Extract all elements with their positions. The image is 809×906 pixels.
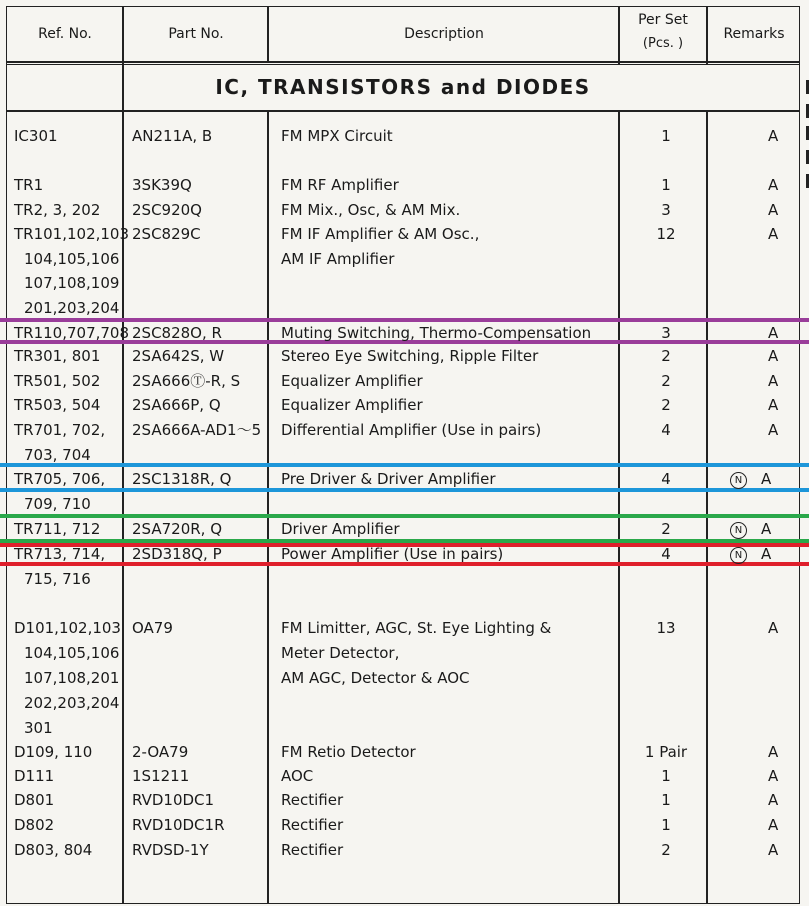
remarks-cell — [730, 743, 794, 761]
description-cell: FM IF Amplifier & AM Osc., — [281, 225, 480, 243]
n-circle-mark-icon: N — [730, 472, 747, 489]
ref-no-cell: 104,105,106 — [24, 644, 120, 662]
part-no-cell: RVD10DC1 — [132, 791, 215, 809]
part-no-cell: RVDSD-1Y — [132, 841, 209, 859]
ref-no-cell: D803, 804 — [14, 841, 93, 859]
remarks-cell — [730, 324, 794, 342]
remarks-cell — [730, 470, 794, 489]
per-set-cell: 1 — [661, 176, 671, 194]
part-no-cell: 2SA720R, Q — [132, 520, 222, 538]
ref-no-cell: 201,203,204 — [24, 299, 120, 317]
col-divider — [267, 6, 269, 62]
remark-code: A — [768, 743, 779, 761]
remarks-cell — [730, 791, 794, 809]
part-no-cell: 2SA642S, W — [132, 347, 225, 365]
ref-no-cell: TR110,707,708 — [14, 324, 130, 342]
ref-no-cell: D101,102,103 — [14, 619, 121, 637]
per-set-cell: 4 — [661, 545, 671, 563]
description-cell: FM MPX Circuit — [281, 127, 393, 145]
description-cell: Meter Detector, — [281, 644, 400, 662]
description-cell: AOC — [281, 767, 314, 785]
per-set-cell: 2 — [661, 396, 671, 414]
n-circle-mark-icon: N — [730, 522, 747, 539]
header-part-no: Part No. — [168, 26, 224, 42]
ref-no-cell: 107,108,201 — [24, 669, 120, 687]
remark-code: A — [768, 201, 779, 219]
remark-code: A — [768, 619, 779, 637]
part-no-cell: 2SA666A-AD1～5 — [132, 421, 262, 439]
header-ref-no: Ref. No. — [38, 26, 92, 42]
remark-code: A — [761, 470, 772, 488]
remark-code: A — [768, 841, 779, 859]
description-cell: Power Amplifier (Use in pairs) — [281, 545, 504, 563]
part-no-cell: 2SA666P, Q — [132, 396, 221, 414]
per-set-cell: 1 — [661, 791, 671, 809]
description-cell: AM IF Amplifier — [281, 250, 395, 268]
description-cell: Muting Switching, Thermo-Compensation — [281, 324, 592, 342]
part-no-cell: OA79 — [132, 619, 173, 637]
description-cell: AM AGC, Detector & AOC — [281, 669, 470, 687]
part-no-cell: RVD10DC1R — [132, 816, 225, 834]
ref-no-cell: TR711, 712 — [14, 520, 101, 538]
ref-no-cell: IC301 — [14, 127, 58, 145]
ref-no-cell: TR101,102,103 — [14, 225, 130, 243]
description-cell: Rectifier — [281, 791, 344, 809]
col-divider — [267, 112, 269, 904]
description-cell: FM Retio Detector — [281, 743, 416, 761]
part-no-cell: 2SC1318R, Q — [132, 470, 232, 488]
description-cell: Equalizer Amplifier — [281, 396, 423, 414]
description-cell: FM Limitter, AGC, St. Eye Lighting & — [281, 619, 552, 637]
remark-code: A — [768, 421, 779, 439]
remark-code: A — [768, 127, 779, 145]
ref-no-cell: TR503, 504 — [14, 396, 101, 414]
part-no-cell: 2SA666Ⓣ-R, S — [132, 372, 241, 390]
description-cell: Equalizer Amplifier — [281, 372, 423, 390]
remark-code: A — [768, 816, 779, 834]
header-rule-2 — [6, 64, 800, 65]
header-pcs: (Pcs. ) — [642, 36, 684, 51]
ref-no-cell: D801 — [14, 791, 55, 809]
description-cell: Stereo Eye Switching, Ripple Filter — [281, 347, 539, 365]
per-set-cell: 2 — [661, 347, 671, 365]
remarks-cell — [730, 421, 794, 439]
per-set-cell: 2 — [661, 372, 671, 390]
per-set-cell: 2 — [661, 520, 671, 538]
ref-no-cell: 715, 716 — [24, 570, 91, 588]
per-set-cell: 3 — [661, 324, 671, 342]
header-description: Description — [404, 26, 484, 42]
per-set-cell: 13 — [656, 619, 676, 637]
remark-code: A — [768, 767, 779, 785]
remarks-cell — [730, 619, 794, 637]
remarks-cell — [730, 520, 794, 539]
col-divider — [706, 6, 708, 904]
part-no-cell: 3SK39Q — [132, 176, 192, 194]
per-set-cell: 1 — [661, 767, 671, 785]
remark-code: A — [768, 324, 779, 342]
remark-code: A — [761, 520, 772, 538]
remarks-cell — [730, 176, 794, 194]
remark-code: A — [768, 225, 779, 243]
per-set-cell: 4 — [661, 470, 671, 488]
ref-no-cell: 709, 710 — [24, 495, 91, 513]
ref-no-cell: 202,203,204 — [24, 694, 120, 712]
ref-no-cell: 703, 704 — [24, 446, 91, 464]
part-no-cell: AN211A, B — [132, 127, 213, 145]
remarks-cell — [730, 841, 794, 859]
description-cell: Differential Amplifier (Use in pairs) — [281, 421, 542, 439]
remark-code: A — [768, 396, 779, 414]
ref-no-cell: 301 — [24, 719, 53, 737]
col-divider — [618, 6, 620, 904]
remark-code: A — [761, 545, 772, 563]
remarks-cell — [730, 372, 794, 390]
per-set-cell: 4 — [661, 421, 671, 439]
remark-code: A — [768, 791, 779, 809]
ref-no-cell: TR701, 702, — [14, 421, 106, 439]
description-cell: FM Mix., Osc, & AM Mix. — [281, 201, 461, 219]
green-highlight-top — [0, 514, 809, 518]
remarks-cell — [730, 816, 794, 834]
part-no-cell: 1S1211 — [132, 767, 190, 785]
per-set-cell: 3 — [661, 201, 671, 219]
remarks-cell — [730, 225, 794, 243]
remarks-cell — [730, 545, 794, 564]
remarks-cell — [730, 767, 794, 785]
blue-highlight-top — [0, 463, 809, 467]
section-title-display: IC, TRANSISTORS and DIODES — [215, 75, 591, 99]
remarks-cell — [730, 396, 794, 414]
header-rule — [6, 61, 800, 63]
part-no-cell: 2SC828O, R — [132, 324, 222, 342]
part-no-cell: 2SD318Q, P — [132, 545, 222, 563]
purple-highlight-top — [0, 318, 809, 322]
remarks-cell — [730, 347, 794, 365]
title-rule — [6, 110, 800, 112]
per-set-cell: 1 Pair — [644, 743, 688, 761]
description-cell: Pre Driver & Driver Amplifier — [281, 470, 496, 488]
per-set-cell: 12 — [656, 225, 676, 243]
part-no-cell: 2SC829C — [132, 225, 201, 243]
ref-no-cell: 107,108,109 — [24, 274, 120, 292]
ref-no-cell: TR301, 801 — [14, 347, 101, 365]
per-set-cell: 1 — [661, 127, 671, 145]
ref-no-cell: D111 — [14, 767, 55, 785]
description-cell: Rectifier — [281, 841, 344, 859]
ref-no-cell: D109, 110 — [14, 743, 93, 761]
ref-no-cell: 104,105,106 — [24, 250, 120, 268]
ref-no-cell: TR501, 502 — [14, 372, 101, 390]
blue-highlight-bottom — [0, 488, 809, 492]
part-no-cell: 2-OA79 — [132, 743, 189, 761]
part-no-cell: 2SC920Q — [132, 201, 202, 219]
header-per-set: Per Set — [638, 12, 688, 28]
per-set-cell: 1 — [661, 816, 671, 834]
header-remarks: Remarks — [723, 26, 785, 42]
remark-code: A — [768, 372, 779, 390]
remarks-cell — [730, 127, 794, 145]
remarks-cell — [730, 201, 794, 219]
ref-no-cell: D802 — [14, 816, 55, 834]
description-cell: Rectifier — [281, 816, 344, 834]
description-cell: FM RF Amplifier — [281, 176, 399, 194]
ref-no-cell: TR2, 3, 202 — [14, 201, 101, 219]
col-divider — [122, 6, 124, 904]
per-set-cell: 2 — [661, 841, 671, 859]
ref-no-cell: TR713, 714, — [14, 545, 106, 563]
description-cell: Driver Amplifier — [281, 520, 400, 538]
remark-code: A — [768, 347, 779, 365]
remark-code: A — [768, 176, 779, 194]
n-circle-mark-icon: N — [730, 547, 747, 564]
ref-no-cell: TR705, 706, — [14, 470, 106, 488]
ref-no-cell: TR1 — [14, 176, 44, 194]
